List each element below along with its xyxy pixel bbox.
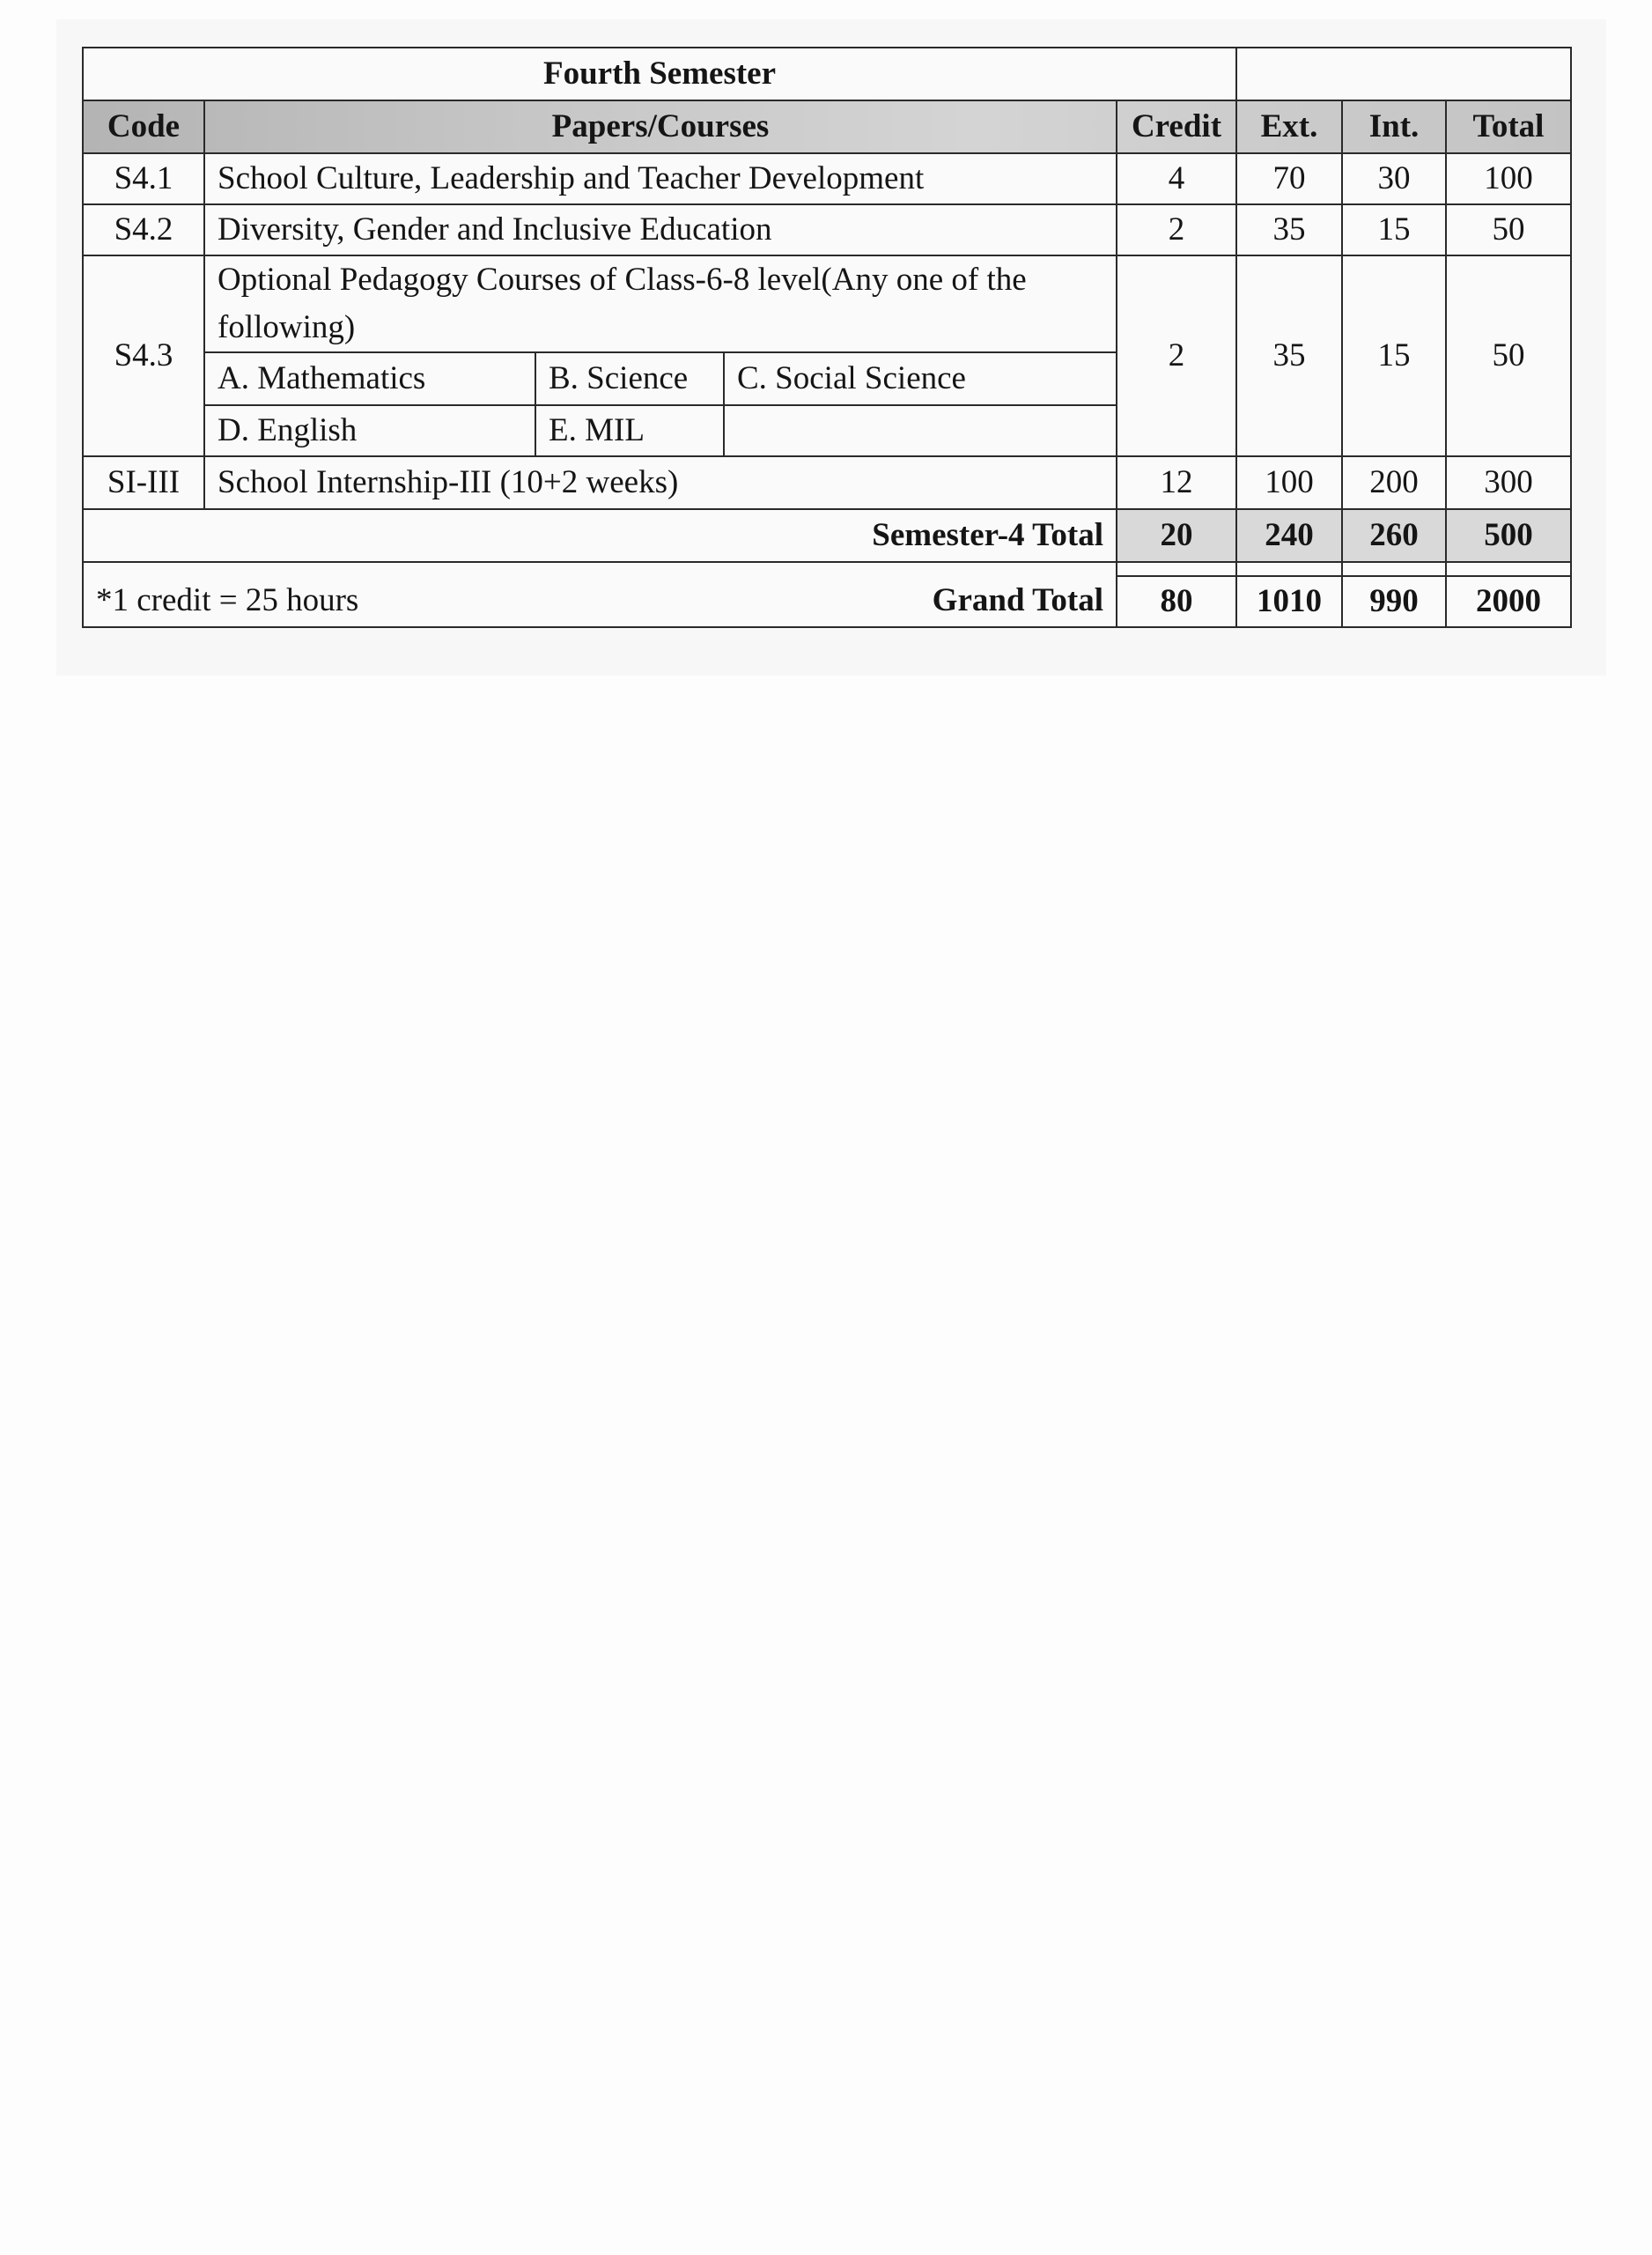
header-total: Total (1446, 100, 1571, 153)
grand-total-total: 2000 (1446, 576, 1571, 627)
row-total: 50 (1446, 255, 1571, 456)
spacer-row (83, 562, 1571, 576)
spacer-cell (1446, 562, 1571, 576)
row-credit: 2 (1117, 255, 1236, 456)
row-credit: 4 (1117, 153, 1236, 204)
option-science: B. Science (535, 352, 724, 405)
row-course: School Internship-III (10+2 weeks) (204, 456, 1117, 509)
row-int: 15 (1342, 255, 1446, 456)
table-row (83, 153, 1571, 204)
semester-total-row (83, 509, 1571, 562)
table-row (83, 456, 1571, 509)
row-int: 15 (1342, 204, 1446, 255)
row-code: S4.3 (83, 255, 204, 456)
row-int: 30 (1342, 153, 1446, 204)
table-row (83, 204, 1571, 255)
title-row (83, 48, 1571, 100)
row-course: Diversity, Gender and Inclusive Education (204, 204, 1117, 255)
row-course: School Culture, Leadership and Teacher Development (204, 153, 1117, 204)
header-row (83, 100, 1571, 153)
row-total: 300 (1446, 456, 1571, 509)
semester-total-ext: 240 (1236, 509, 1342, 562)
grand-total-credit: 80 (1117, 576, 1236, 627)
row-total: 50 (1446, 204, 1571, 255)
option-blank (724, 405, 1117, 456)
option-english: D. English (204, 405, 535, 456)
option-mil: E. MIL (535, 405, 724, 456)
option-mathematics: A. Mathematics (204, 352, 535, 405)
semester-total-int: 260 (1342, 509, 1446, 562)
title-blank-cell (1236, 48, 1571, 100)
option-social-science: C. Social Science (724, 352, 1117, 405)
grand-total-ext: 1010 (1236, 576, 1342, 627)
row-ext: 70 (1236, 153, 1342, 204)
row-credit: 12 (1117, 456, 1236, 509)
spacer-cell (83, 562, 1117, 576)
grand-total-cell (83, 576, 1117, 627)
header-credit: Credit (1117, 100, 1236, 153)
semester-total-total: 500 (1446, 509, 1571, 562)
row-ext: 100 (1236, 456, 1342, 509)
row-ext: 35 (1236, 255, 1342, 456)
header-ext: Ext. (1236, 100, 1342, 153)
grand-total-label: Grand Total (932, 582, 1103, 619)
row-code: S4.2 (83, 204, 204, 255)
grand-total-row (83, 576, 1571, 627)
row-total: 100 (1446, 153, 1571, 204)
row-code: SI-III (83, 456, 204, 509)
spacer-cell (1342, 562, 1446, 576)
grand-total-int: 990 (1342, 576, 1446, 627)
table-title: Fourth Semester (83, 48, 1236, 100)
spacer-cell (1117, 562, 1236, 576)
header-int: Int. (1342, 100, 1446, 153)
row-int: 200 (1342, 456, 1446, 509)
row-ext: 35 (1236, 204, 1342, 255)
semester-total-label: Semester-4 Total (83, 509, 1117, 562)
fourth-semester-table (82, 47, 1572, 628)
credit-hours-note: *1 credit = 25 hours (96, 582, 359, 619)
row-code: S4.1 (83, 153, 204, 204)
header-papers: Papers/Courses (204, 100, 1117, 153)
spacer-cell (1236, 562, 1342, 576)
header-code: Code (83, 100, 204, 153)
grand-total-wrap (96, 583, 1103, 619)
row-credit: 2 (1117, 204, 1236, 255)
table-row (83, 255, 1571, 352)
row-course: Optional Pedagogy Courses of Class-6-8 level(Any one of the following) (204, 255, 1117, 352)
semester-total-credit: 20 (1117, 509, 1236, 562)
